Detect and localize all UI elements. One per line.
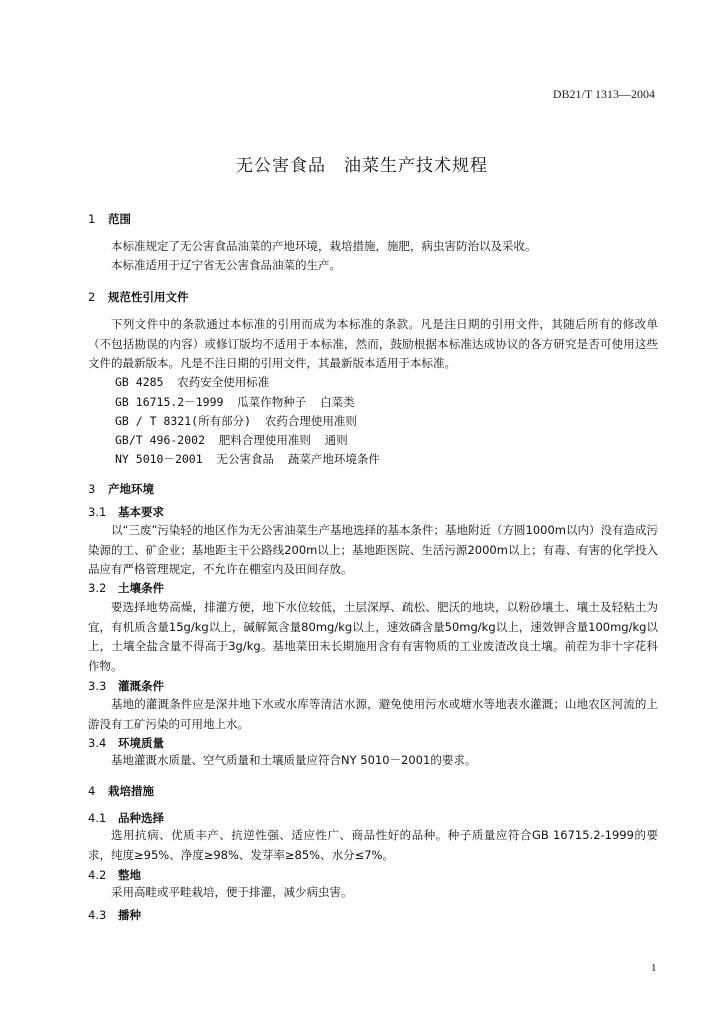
standard-code: DB21/T 1313—2004 xyxy=(552,87,655,101)
section-1-paragraph-2: 本标准适用于辽宁省无公害食品油菜的生产。 xyxy=(111,258,341,272)
section-3-heading xyxy=(88,481,154,497)
subsection-number: 4.3 xyxy=(88,908,107,922)
subsection-4-3-heading xyxy=(88,907,141,923)
subsection-4-1-paragraph: 选用抗病、优质丰产、抗逆性强、适应性广、商品性好的品种。种子质量应符合GB 16715.2-1999的要求，纯度≥95%、净度≥98%、发芽率≥85%、水分≤7%。 xyxy=(88,828,658,862)
subsection-number: 3.4 xyxy=(88,736,107,750)
reference-item: GB/T 496-2002 肥料合理使用准则 通则 xyxy=(115,433,348,447)
subsection-title: 环境质量 xyxy=(118,736,164,750)
subsection-title: 灌溉条件 xyxy=(118,679,164,693)
reference-item: GB 4285 农药安全使用标准 xyxy=(115,375,270,389)
subsection-3-2-heading xyxy=(88,580,164,596)
subsection-number: 4.2 xyxy=(88,868,107,882)
page-number: 1 xyxy=(651,962,657,974)
subsection-4-2-heading xyxy=(88,867,141,883)
subsection-3-4-heading xyxy=(88,735,164,751)
reference-item: GB / T 8321(所有部分) 农药合理使用准则 xyxy=(115,414,357,428)
subsection-number: 3.3 xyxy=(88,679,107,693)
section-number: 2 xyxy=(88,290,96,304)
reference-item: GB 16715.2－1999 瓜菜作物种子 白菜类 xyxy=(115,395,355,409)
document-title: 无公害食品 油菜生产技术规程 xyxy=(236,156,488,176)
subsection-3-2-paragraph: 要选择地势高燥，排灌方便，地下水位较低，土层深厚、疏松、肥沃的地块，以粉砂壤土、壤土及轻粘土为宜，有机质含量15g/kg以上，碱解氮含量80mg/kg以上，速效磷含量50mg/kg以上，速效钾含量100mg/kg以上，土壤全盐含量不得高于3g/kg。基地菜田未长期施用含有有害物质的工业废渣改良土壤。前茬为非十字花科作物。 xyxy=(88,600,658,673)
section-number: 3 xyxy=(88,482,96,496)
subsection-title: 基本要求 xyxy=(118,505,164,519)
subsection-number: 4.1 xyxy=(88,811,107,825)
subsection-title: 土壤条件 xyxy=(118,581,164,595)
subsection-3-1-heading xyxy=(88,504,164,520)
subsection-3-3-paragraph: 基地的灌溉条件应是深井地下水或水库等清洁水源，避免使用污水或塘水等地表水灌溉；山地农区河流的上游没有工矿污染的可用地上水。 xyxy=(88,697,658,731)
reference-item: NY 5010－2001 无公害食品 蔬菜产地环境条件 xyxy=(115,452,380,466)
section-1-heading xyxy=(88,211,131,227)
subsection-3-1-paragraph: 以“三废”污染轻的地区作为无公害油菜生产基地选择的基本条件；基地附近（方圆1000m以内）没有造成污染源的工、矿企业；基地距主干公路线200m以上；基地距医院、生活污源2000m以上；有毒、有害的化学投入品应有严格管理规定，不允许在棚室内及田间存放。 xyxy=(88,523,658,576)
section-title: 产地环境 xyxy=(108,482,154,496)
section-number: 1 xyxy=(88,212,96,226)
subsection-number: 3.1 xyxy=(88,505,107,519)
subsection-title: 播种 xyxy=(118,908,141,922)
section-title: 规范性引用文件 xyxy=(108,290,189,304)
subsection-4-1-heading xyxy=(88,810,164,826)
subsection-title: 品种选择 xyxy=(118,811,164,825)
section-title: 范围 xyxy=(108,212,131,226)
section-2-paragraph: 下列文件中的条款通过本标准的引用而成为本标准的条款。凡是注日期的引用文件，其随后所有的修改单（不包括勘误的内容）或修订版均不适用于本标准，然而，鼓励根据本标准达成协议的各方研究是否可使用这些文件的最新版本。凡是不注日期的引用文件，其最新版本适用于本标准。 xyxy=(88,317,658,370)
subsection-title: 整地 xyxy=(118,868,141,882)
section-1-paragraph-1: 本标准规定了无公害食品油菜的产地环境，栽培措施，施肥，病虫害防治以及采收。 xyxy=(111,239,537,253)
subsection-number: 3.2 xyxy=(88,581,107,595)
subsection-3-4-paragraph: 基地灌溉水质量、空气质量和土壤质量应符合NY 5010－2001的要求。 xyxy=(111,753,477,767)
section-title: 栽培措施 xyxy=(108,784,154,798)
section-2-heading xyxy=(88,289,189,305)
subsection-3-3-heading xyxy=(88,678,164,694)
section-number: 4 xyxy=(88,784,96,798)
subsection-4-2-paragraph: 采用高畦或平畦栽培，便于排灌，减少病虫害。 xyxy=(111,885,353,899)
section-4-heading xyxy=(88,783,154,799)
